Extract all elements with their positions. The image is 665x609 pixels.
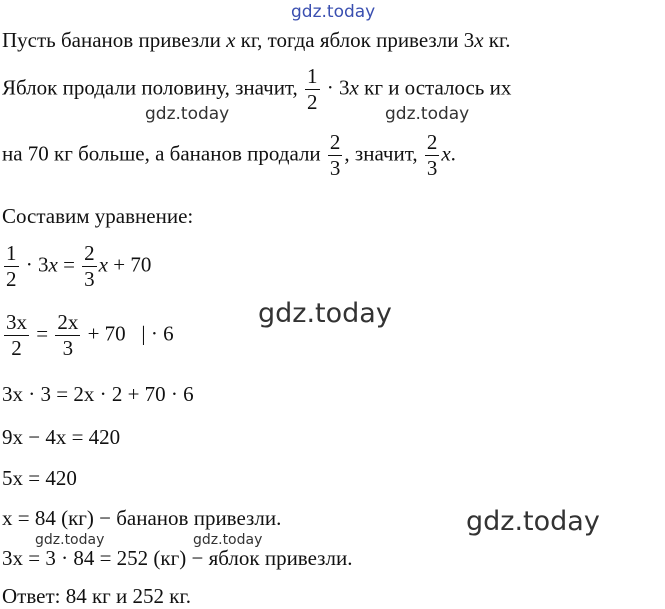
text-span: · 3 [321,75,350,100]
numerator: 3x [6,310,27,334]
watermark: gdz.today [466,506,600,537]
var-x: x [48,252,58,277]
denominator: 2 [11,336,22,360]
denominator: 3 [84,267,95,291]
var-x: x [98,252,108,277]
numerator: 1 [307,64,318,88]
denominator: 2 [307,90,318,114]
fraction [55,312,80,359]
fraction [82,243,97,290]
var-x: x [441,141,451,166]
text-span: Яблок продали половину, значит, [2,75,304,100]
text-span: на 70 кг больше, а бананов продали [2,141,326,166]
text-span: = [31,321,54,346]
watermark: gdz.today [385,104,470,124]
numerator: 1 [6,241,17,265]
equation-5: 5x = 420 [2,466,77,490]
numerator: 2 [84,241,95,265]
numerator: 2 [426,130,438,154]
fraction [425,132,440,179]
text-span: + 70 [108,252,152,277]
fraction [305,66,320,113]
equation-3: 3x · 3 = 2x · 2 + 70 · 6 [2,382,194,406]
var-x: x [474,28,484,52]
equation-6: x = 84 (кг) − бананов привезли. [2,506,282,530]
text-span: = [57,252,81,277]
answer-line: Ответ: 84 кг и 252 кг. [2,584,191,608]
watermark: gdz.today [291,2,376,22]
watermark: gdz.today [145,104,230,124]
equation-7: 3x = 3 · 84 = 252 (кг) − яблок привезли. [2,546,353,570]
text-span: , значит, [344,141,423,166]
text-span: · 3 [20,252,49,277]
denominator: 3 [62,336,74,360]
fraction [4,312,29,359]
text-span: кг. [483,28,511,52]
numerator: 2x [57,310,79,334]
text-span: кг и осталось их [358,75,512,100]
denominator: 2 [6,267,17,291]
text-line-3 [2,132,456,179]
equation-2 [2,312,174,359]
equation-1 [2,243,151,290]
text-line-1 [2,28,510,53]
watermark: gdz.today [193,532,263,548]
var-x: x [349,75,359,100]
denominator: 3 [426,156,438,180]
fraction [4,243,19,290]
watermark: gdz.today [35,532,105,548]
denominator: 3 [329,156,341,180]
var-x: x [226,28,236,52]
text-span: + 70 | · 6 [82,321,174,346]
text-span: кг, тогда яблок привезли 3 [235,28,475,52]
watermark: gdz.today [258,298,392,329]
fraction [328,132,343,179]
text-span: Пусть бананов привезли [2,28,227,52]
text-line-4: Составим уравнение: [2,204,194,228]
equation-4: 9x − 4x = 420 [2,425,121,449]
numerator: 2 [329,130,341,154]
text-span: . [450,141,456,166]
